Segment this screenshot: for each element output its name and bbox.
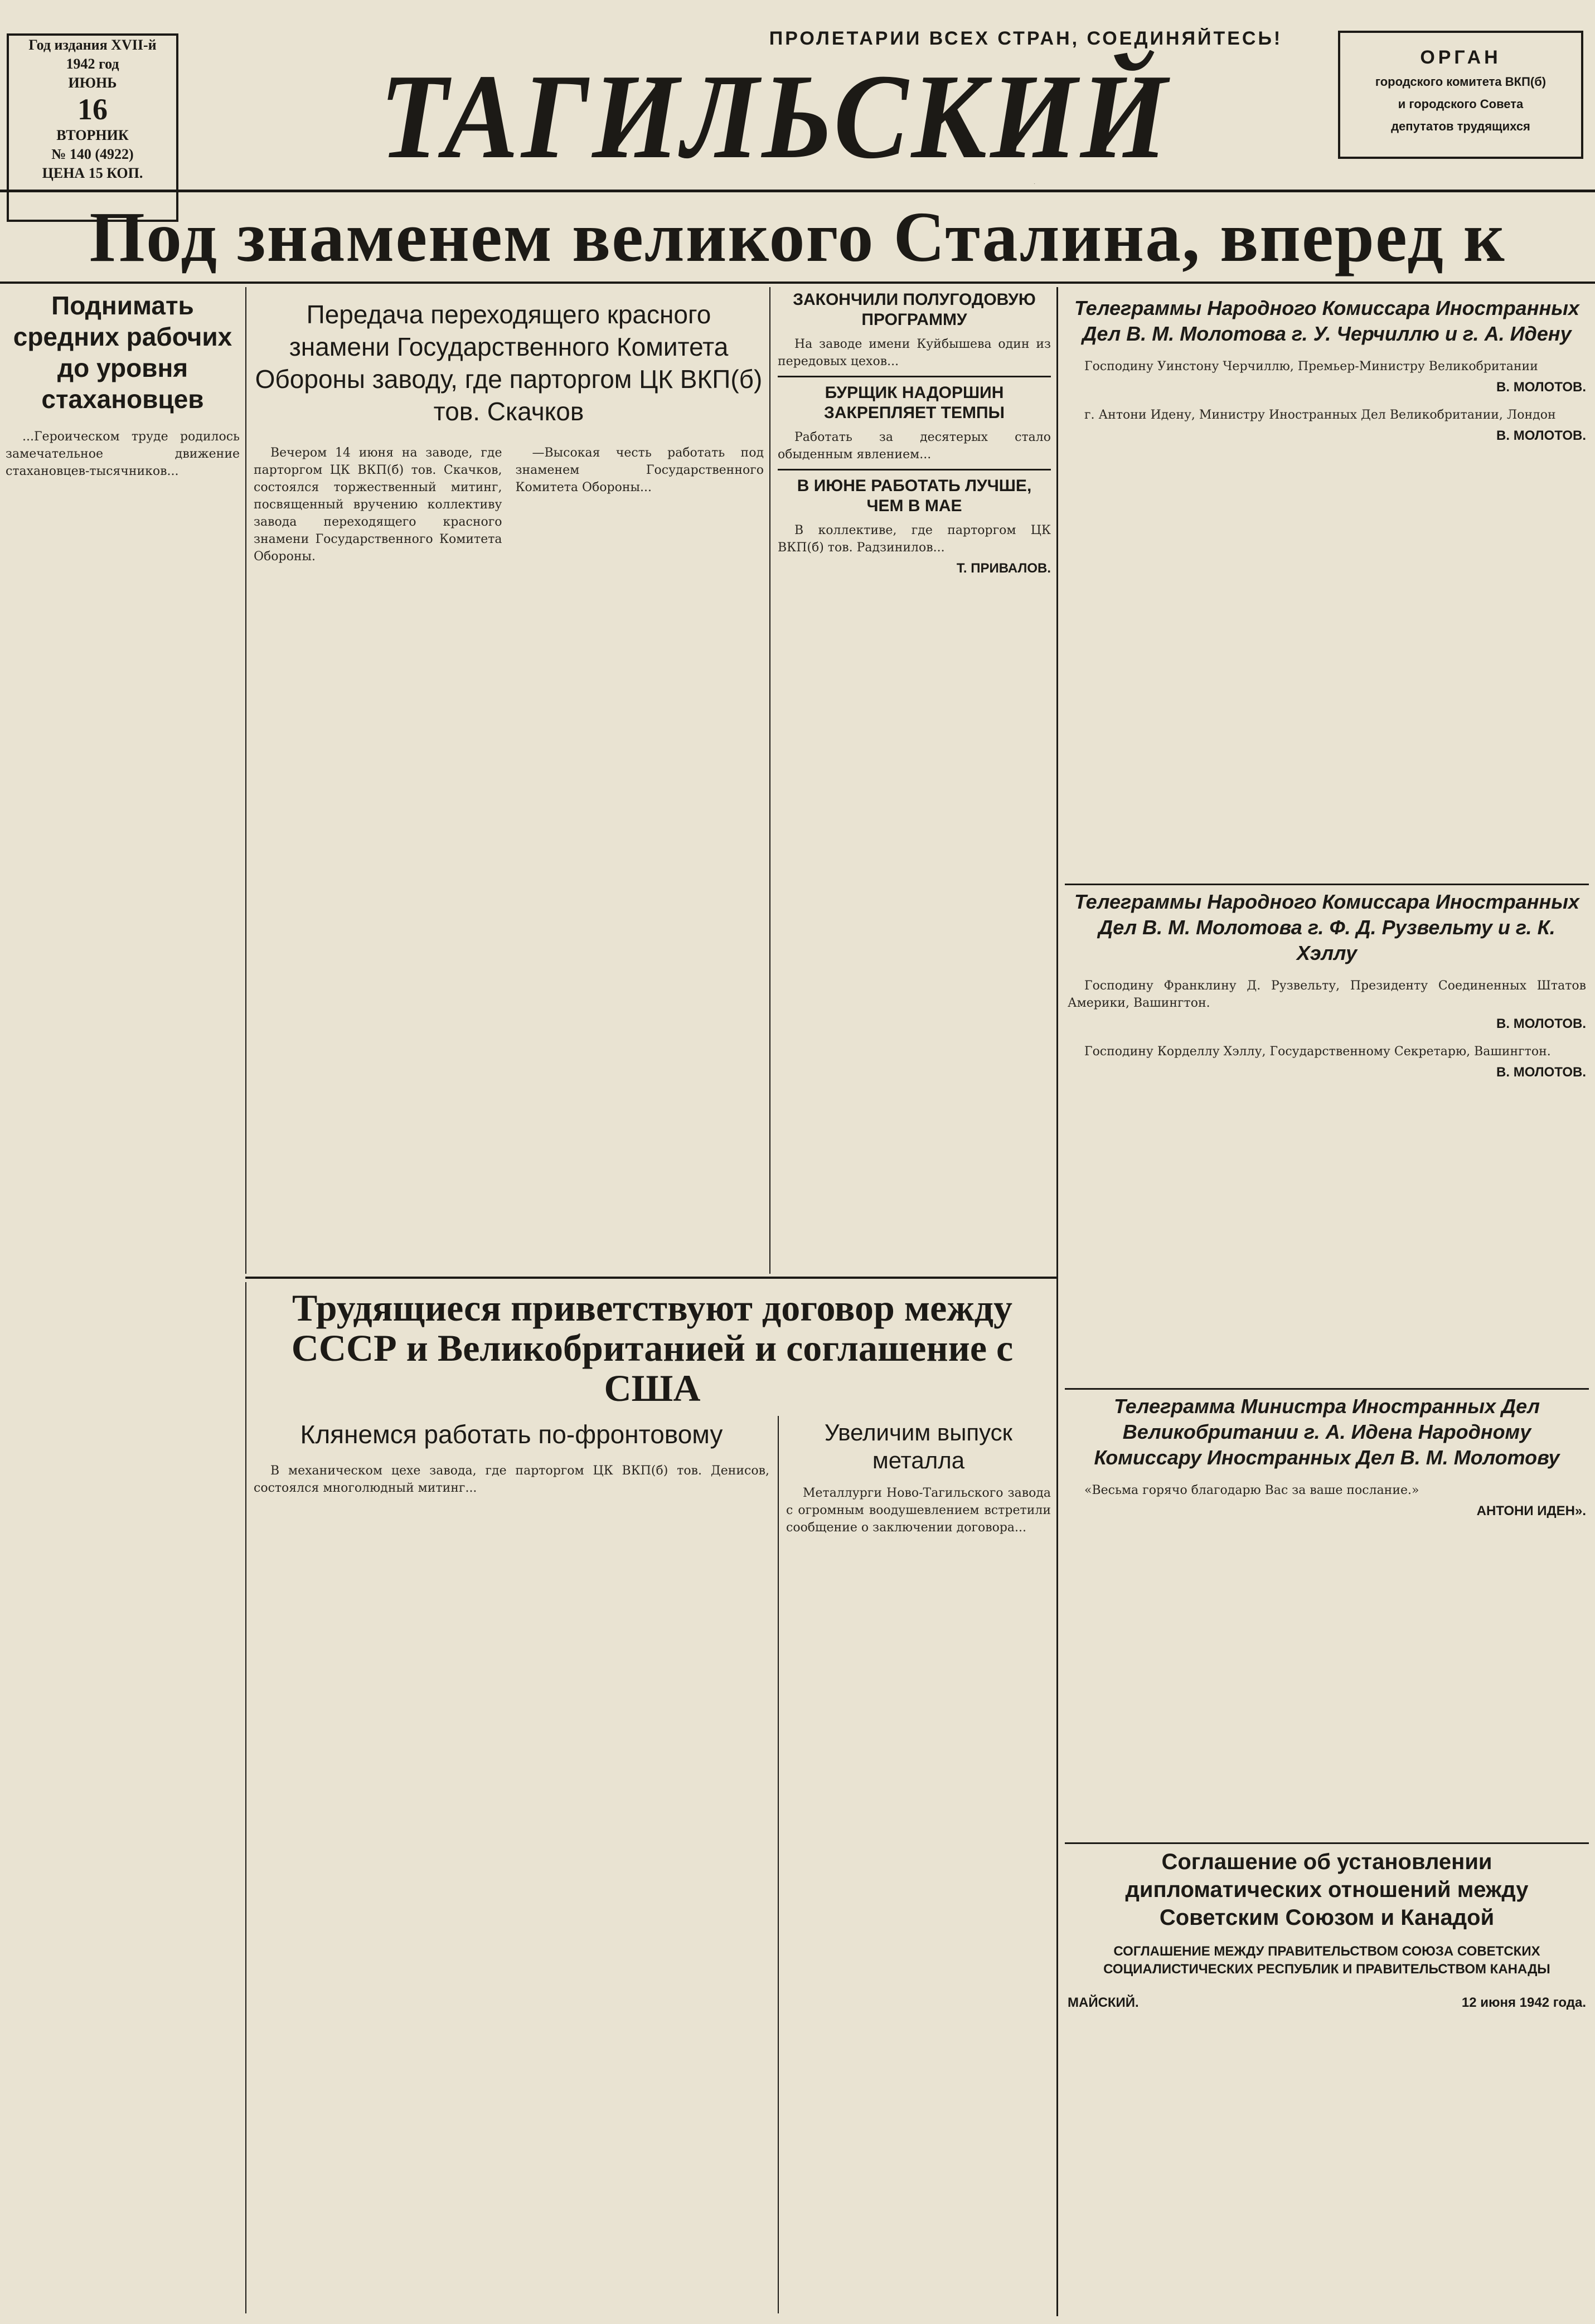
column-rule <box>245 287 246 1274</box>
masthead: ТАГИЛЬСКИЙ <box>379 50 1171 184</box>
telegram-2-signature-b: В. МОЛОТОВ. <box>1496 1065 1586 1080</box>
brushchik-headline: БУРЩИК НАДОРШИН ЗАКРЕПЛЯЕТ ТЕМПЫ <box>824 384 1005 422</box>
telegram-3-headline: Телеграмма Министра Иностранных Дел Великобритании г. А. Идена Народному Комиссару Иностранных Дел В. М. Молотову <box>1094 1395 1560 1469</box>
klyanemsya-article <box>254 1419 769 2311</box>
organ-line-2: и городского Совета <box>1398 97 1524 111</box>
program-headline: ЗАКОНЧИЛИ ПОЛУГОДОВУЮ ПРОГРАММУ <box>793 290 1036 329</box>
column-rule <box>245 1282 246 2313</box>
issue-weekday: ВТОРНИК <box>56 127 129 143</box>
center-banner: Трудящиеся приветствуют договор между СССР и Великобританией и соглашение с США <box>291 1288 1014 1409</box>
main-banner: Под знаменем великого Сталина, вперед к <box>89 197 1506 276</box>
left-column-headline: Поднимать средних рабочих до уровня стахановцев <box>13 291 232 414</box>
telegram-1-text-b <box>1068 406 1586 424</box>
telegram-1 <box>1068 295 1586 881</box>
organ-line-1: городского комитета ВКП(б) <box>1375 75 1546 89</box>
brushchik-excerpt: Работать за десятерых стало обыденным явлением... <box>778 430 1051 462</box>
transfer-article <box>254 298 764 1274</box>
canada-signatures <box>1068 1995 1586 2011</box>
telegram-2-text-b <box>1068 1043 1586 1060</box>
telegram-3-signature: АНТОНИ ИДЕН». <box>1476 1503 1586 1518</box>
uvelichim-excerpt: Металлурги Ново-Тагильского завода с огромным воодушевлением встретили сообщение о заключении договора... <box>786 1486 1051 1535</box>
slogan: ПРОЛЕТАРИИ ВСЕХ СТРАН, СОЕДИНЯЙТЕСЬ! <box>769 28 1283 49</box>
organ-line-3: депутатов трудящихся <box>1391 119 1530 133</box>
brushchik-text <box>778 429 1051 463</box>
transfer-text-b: —Высокая честь работать под знаменем Государственного Комитета Обороны... <box>515 446 764 494</box>
organ-box <box>1338 31 1583 159</box>
issue-day: 16 <box>77 93 108 126</box>
telegram-3-text <box>1068 1482 1586 1499</box>
klyanemsya-excerpt: В механическом цехе завода, где парторгом ЦК ВКП(б) тов. Денисов, состоялся многолюдный митинг... <box>254 1464 769 1495</box>
middle-divider <box>778 376 1051 377</box>
telegram-2-recipient-a: Господину Франклину Д. Рузвельту, Президенту Соединенных Штатов Америки, Вашингтон. <box>1068 979 1586 1010</box>
left-column-article <box>6 290 240 2313</box>
june-headline: В ИЮНЕ РАБОТАТЬ ЛУЧШЕ, ЧЕМ В МАЕ <box>797 477 1032 515</box>
telegram-2-recipient-b: Господину Корделлу Хэллу, Государственному Секретарю, Вашингтон. <box>1084 1045 1551 1059</box>
klyanemsya-headline: Клянемся работать по-фронтовому <box>300 1420 723 1449</box>
telegram-1-recipient-b: г. Антони Идену, Министру Иностранных Дел Великобритании, Лондон <box>1084 408 1556 422</box>
telegram-2-headline: Телеграммы Народного Комиссара Иностранных Дел В. М. Молотова г. Ф. Д. Рузвельту и г. К. Хэллу <box>1074 890 1579 964</box>
issue-number: № 140 (4922) <box>51 146 134 162</box>
telegram-divider <box>1065 1842 1589 1844</box>
column-rule <box>769 287 770 1274</box>
canada-agreement <box>1068 1848 1586 2316</box>
telegram-2 <box>1068 889 1586 1385</box>
issue-month: ИЮНЬ <box>68 75 117 91</box>
transfer-text-col-2 <box>516 444 764 569</box>
canada-sign-left: МАЙСКИЙ. <box>1068 1995 1139 2010</box>
june-text <box>778 522 1051 556</box>
canada-sign-right: 12 июня 1942 года. <box>1461 1995 1586 2010</box>
banner-rule <box>0 282 1595 284</box>
organ-title: ОРГАН <box>1420 47 1501 68</box>
telegram-1-signature-a: В. МОЛОТОВ. <box>1496 380 1586 395</box>
telegram-divider <box>1065 1388 1589 1390</box>
canada-subhead: СОГЛАШЕНИЕ МЕЖДУ ПРАВИТЕЛЬСТВОМ СОЮЗА СОВЕТСКИХ СОЦИАЛИСТИЧЕСКИХ РЕСПУБЛИК И ПРАВИТЕЛЬСТВОМ КАНАДЫ <box>1103 1944 1550 1977</box>
program-text <box>778 336 1051 370</box>
transfer-headline: Передача переходящего красного знамени Государственного Комитета Обороны заводу, где парторгом ЦК ВКП(б) тов. Скачков <box>255 300 763 426</box>
masthead-rule <box>0 190 1595 192</box>
telegram-divider <box>1065 884 1589 885</box>
telegram-1-recipient-a: Господину Уинстону Черчиллю, Премьер-Министру Великобритании <box>1084 360 1538 373</box>
transfer-text-a: Вечером 14 июня на заводе, где парторгом ЦК ВКП(б) тов. Скачков, состоялся торжественный митинг, посвященный вручению коллективу завода переходящего красного знамени Государственного Комитета Обороны. <box>254 446 502 564</box>
uvelichim-headline: Увеличим выпуск металла <box>824 1419 1013 1473</box>
issue-year: 1942 год <box>66 56 119 72</box>
telegram-2-signature-a: В. МОЛОТОВ. <box>1496 1016 1586 1031</box>
telegram-1-text <box>1068 358 1586 375</box>
canada-headline: Соглашение об установлении дипломатических отношений между Советским Союзом и Канадой <box>1125 1850 1529 1930</box>
left-column-text <box>6 428 240 480</box>
june-signature: Т. ПРИВАЛОВ. <box>956 561 1051 576</box>
telegram-1-signature-b: В. МОЛОТОВ. <box>1496 428 1586 443</box>
june-excerpt: В коллективе, где парторгом ЦК ВКП(б) тов. Радзинилов... <box>778 523 1051 555</box>
uvelichim-article <box>786 1419 1051 2311</box>
telegram-1-headline: Телеграммы Народного Комиссара Иностранных Дел В. М. Молотова г. У. Черчиллю и г. А. Идену <box>1074 297 1579 345</box>
middle-divider <box>778 469 1051 470</box>
klyanemsya-text <box>254 1462 769 1497</box>
transfer-text-col-1 <box>254 444 502 569</box>
left-column-excerpt: ...Героическом труде родилось замечательное движение стахановцев-тысячников... <box>6 430 240 478</box>
telegram-3-quote: «Весьма горячо благодарю Вас за ваше послание.» <box>1084 1483 1419 1497</box>
issue-info-box <box>7 33 178 222</box>
issue-price: ЦЕНА 15 КОП. <box>42 165 143 181</box>
telegram-2-text <box>1068 977 1586 1012</box>
column-rule <box>778 1416 779 2313</box>
program-excerpt: На заводе имени Куйбышева один из передовых цехов... <box>778 337 1051 368</box>
column-rule <box>1056 287 1058 2316</box>
telegram-3 <box>1068 1394 1586 1840</box>
issue-year-line: Год издания XVII-й <box>28 37 157 53</box>
center-top-rule <box>245 1277 1056 1279</box>
middle-column <box>778 290 1051 1274</box>
uvelichim-text <box>786 1484 1051 1536</box>
